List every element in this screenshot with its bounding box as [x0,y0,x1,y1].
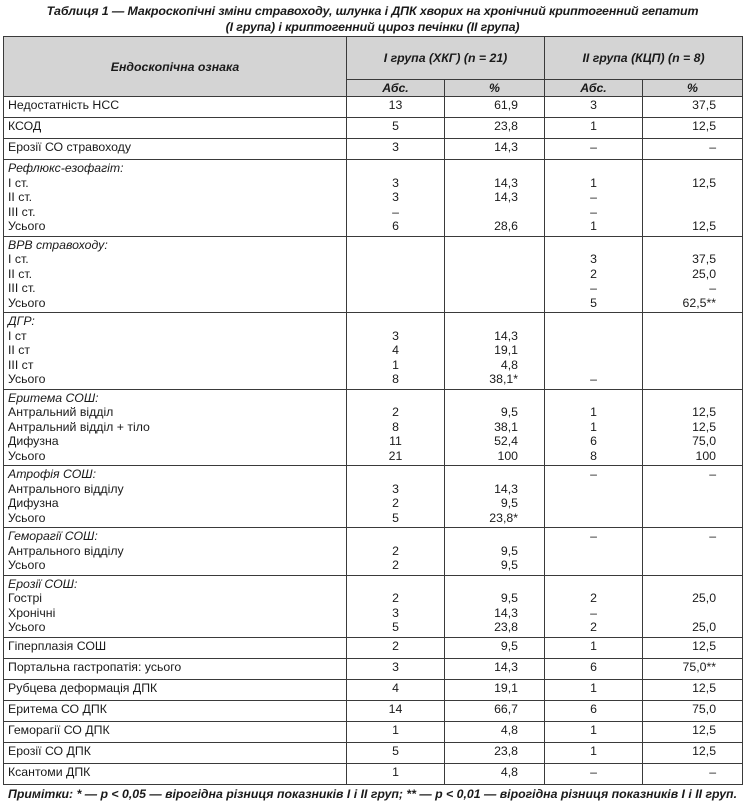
header-group-1: І група (ХКГ) (n = 21) [347,37,545,80]
g1-abs-cell: 3 [347,658,445,679]
group-title-spacer [647,161,716,176]
sub-value: 3 [392,605,399,620]
sub-value: 4,8 [500,357,519,372]
group-title: Атрофія СОШ: [8,467,97,481]
g2-abs-cell: 1 [545,679,643,700]
feature-cell: Портальна гастропатія: усього [4,658,347,679]
g2-abs-cell: 6 [545,700,643,721]
feature-cell: Еритема СО ДПК [4,700,347,721]
g1-pct-cell [445,160,545,237]
g1-pct-cell [445,466,545,528]
sub-value: 1 [590,419,597,434]
feature-cell: КСОД [4,118,347,139]
group-title-spacer [647,238,716,253]
sub-value: 14,3 [494,175,519,190]
sub-value: 19,1 [494,343,519,357]
sub-label: Антрального відділу [8,543,124,558]
g2-pct-cell [643,236,743,313]
group-title-spacer [351,529,440,544]
g1-abs-cell: 14 [347,700,445,721]
header-g2-abs: Абс. [545,80,643,97]
sub-label: Усього [8,558,46,572]
sub-label: Усього [8,448,46,463]
sub-value: 2 [392,405,399,419]
group-title-spacer [449,238,518,253]
feature-cell: Рубцева деформація ДПК [4,679,347,700]
sub-value [449,296,518,311]
g1-pct-cell: 19,1 [445,679,545,700]
sub-value: – [392,204,399,219]
g2-abs-cell: – [545,139,643,160]
sub-value [351,252,440,267]
sub-label: Хронічні [8,605,56,620]
table-caption [0,0,745,36]
sub-value: 3 [392,328,399,343]
feature-cell: Ксантоми ДПК [4,763,347,784]
sub-label: ІІ ст. [8,266,33,281]
g2-pct-cell: – [643,139,743,160]
g1-abs-cell [347,236,445,313]
g2-abs-cell [545,575,643,637]
table-row [4,236,743,313]
sub-label: Усього [8,620,46,634]
sub-label: ІІІ ст. [8,281,36,295]
group-title-spacer [351,314,440,329]
header-feature: Ендоскопічна ознака [4,37,347,97]
sub-value: 9,5 [500,496,519,510]
group-title-value: – [590,529,597,543]
g1-pct-cell: 4,8 [445,721,545,742]
g2-abs-cell: 6 [545,658,643,679]
feature-cell: Гіперплазія СОШ [4,637,347,658]
sub-label: І ст [8,328,27,343]
g2-pct-cell [643,528,743,576]
g2-pct-cell [643,313,743,390]
g2-abs-cell [545,160,643,237]
sub-value [647,190,716,205]
group-title-spacer [449,529,518,544]
sub-value: 2 [590,591,597,605]
table-row [4,118,743,139]
sub-value: 9,5 [500,405,519,419]
sub-value: 4 [392,343,399,357]
g2-abs-cell [545,389,643,466]
sub-value: 12,5 [692,405,717,419]
sub-value: 1 [590,405,597,419]
g1-abs-cell: 1 [347,721,445,742]
g1-pct-cell: 4,8 [445,763,545,784]
group-title: Рефлюкс-езофагіт: [8,161,124,175]
group-title-value: – [709,467,717,481]
g2-abs-cell: 1 [545,742,643,763]
sub-value [549,329,638,344]
g1-abs-cell: 4 [347,679,445,700]
group-title-spacer [449,577,518,592]
g2-pct-cell [643,575,743,637]
sub-value [351,267,440,282]
sub-label: Антрального відділу [8,481,124,496]
feature-cell [4,575,347,637]
g2-abs-cell: 1 [545,721,643,742]
sub-value: 2 [392,543,399,558]
g2-pct-cell: 37,5 [643,97,743,118]
group-title: Еритема СОШ: [8,390,99,405]
g1-pct-cell: 23,8 [445,742,545,763]
g1-pct-cell: 66,7 [445,700,545,721]
g2-pct-cell: 12,5 [643,637,743,658]
sub-value: 5 [590,295,597,310]
sub-value: 1 [590,175,597,190]
sub-value: 37,5 [692,252,717,266]
sub-label: ІІІ ст. [8,204,36,219]
g1-pct-cell [445,236,545,313]
group-title-value: – [709,529,717,543]
sub-label: Дифузна [8,434,59,448]
sub-value [449,252,518,267]
sub-label: І ст. [8,175,29,190]
sub-value: 21 [388,448,403,463]
sub-value [647,343,716,358]
sub-value [549,496,638,511]
sub-label: Гострі [8,591,43,605]
header-group-2: ІІ група (КЦП) (n = 8) [545,37,743,80]
sub-value [549,511,638,526]
group-title: Геморагії СОШ: [8,529,98,543]
g2-abs-cell [545,236,643,313]
g2-pct-cell: 75,0 [643,700,743,721]
feature-cell [4,313,347,390]
group-title: ДГР: [8,314,35,328]
sub-label: Усього [8,219,46,233]
header-g2-pct: % [643,80,743,97]
sub-value: 25,0 [692,266,717,281]
sub-value: 3 [392,175,399,190]
feature-cell [4,160,347,237]
sub-value: 2 [392,496,399,510]
sub-value [351,281,440,296]
sub-value: 62,5** [682,295,717,310]
g1-abs-cell: 2 [347,637,445,658]
feature-cell: Недостатність НСС [4,97,347,118]
sub-value [647,372,716,387]
footnote-text: * — p < 0,05 — вірогідна різниця показників І і ІІ груп; ** — p < 0,01 — вірогідна різниця показників І і ІІ груп. [73,786,737,801]
g1-abs-cell [347,160,445,237]
sub-label: ІІ ст [8,343,31,357]
g2-pct-cell: – [643,763,743,784]
sub-value: 5 [392,510,399,525]
sub-value: 25,0 [692,591,717,605]
g1-abs-cell: 3 [347,139,445,160]
sub-label: Усього [8,510,46,525]
sub-value [549,544,638,559]
sub-value: 6 [590,434,597,448]
header-g1-pct: % [445,80,545,97]
group-title: Ерозії СОШ: [8,576,78,591]
g1-abs-cell: 13 [347,97,445,118]
g2-abs-cell [545,466,643,528]
table-row [4,466,743,528]
sub-value: 14,3 [494,605,519,620]
sub-value [647,358,716,373]
sub-value [549,558,638,573]
sub-label: Антральний відділ [8,405,114,419]
g1-pct-cell: 14,3 [445,139,545,160]
sub-value [549,358,638,373]
sub-value: 3 [392,481,399,496]
g1-abs-cell [347,575,445,637]
sub-value: 5 [392,620,399,634]
group-title: ВРВ стравоходу: [8,237,108,252]
sub-value: 9,5 [500,558,519,572]
table-body [4,97,743,785]
g1-pct-cell [445,575,545,637]
g2-pct-cell [643,389,743,466]
group-title-spacer [647,391,716,406]
group-title-spacer [647,314,716,329]
footnote [0,785,745,801]
group-title-spacer [351,467,440,482]
caption-line-1: Таблиця 1 — Макроскопічні зміни стравоходу, шлунка і ДПК хворих на хронічний криптогенний гепатит [46,4,699,18]
g1-pct-cell [445,528,545,576]
sub-value: 52,4 [494,434,519,448]
table-row [4,313,743,390]
sub-value: 38,1 [494,419,519,434]
sub-value: 23,8* [489,510,519,525]
group-title-spacer [449,467,518,482]
sub-value: 2 [590,266,597,281]
table-row [4,160,743,237]
sub-value: – [590,204,597,219]
sub-value: – [590,281,597,295]
sub-value: 2 [392,558,399,572]
table-row [4,763,743,784]
sub-label: ІІ ст. [8,190,33,204]
feature-cell [4,528,347,576]
g1-pct-cell: 61,9 [445,97,545,118]
g1-abs-cell [347,466,445,528]
g2-abs-cell: 1 [545,118,643,139]
sub-value: 8 [392,372,399,386]
table-row [4,389,743,466]
g1-abs-cell: 5 [347,742,445,763]
g2-pct-cell [643,466,743,528]
sub-value [647,558,716,573]
sub-value: 75,0 [692,434,717,448]
sub-value [647,606,716,621]
sub-value: – [590,372,597,386]
table-row [4,742,743,763]
sub-value: 100 [497,448,519,463]
sub-value: 3 [590,252,597,266]
table-row [4,97,743,118]
g1-pct-cell [445,313,545,390]
feature-cell [4,466,347,528]
sub-value: 25,0 [692,620,717,634]
group-title-spacer [549,238,638,253]
table-row [4,679,743,700]
table-row [4,637,743,658]
sub-label: І ст. [8,252,29,266]
g2-pct-cell: 12,5 [643,118,743,139]
table-row [4,658,743,679]
sub-value: 14,3 [494,328,519,343]
sub-value: 12,5 [692,175,717,190]
group-title-spacer [449,391,518,406]
sub-label: Дифузна [8,496,59,510]
sub-value [647,205,716,220]
group-title-spacer [351,238,440,253]
feature-cell: Геморагії СО ДПК [4,721,347,742]
group-title-spacer [647,577,716,592]
sub-value: 14,3 [494,481,519,496]
g2-abs-cell [545,313,643,390]
sub-value: 2 [590,620,597,634]
sub-value [449,281,518,296]
table-row [4,575,743,637]
sub-value: 1 [590,219,597,233]
sub-value [647,511,716,526]
g1-pct-cell: 23,8 [445,118,545,139]
feature-cell [4,389,347,466]
sub-value: 23,8 [494,620,519,634]
sub-value [647,329,716,344]
g2-abs-cell: 1 [545,637,643,658]
sub-value: 8 [590,448,597,463]
g2-abs-cell: 3 [545,97,643,118]
g1-pct-cell: 14,3 [445,658,545,679]
sub-value [449,267,518,282]
g1-pct-cell: 9,5 [445,637,545,658]
sub-value: 9,5 [500,591,519,605]
g1-abs-cell [347,528,445,576]
g2-abs-cell [545,528,643,576]
sub-value [647,496,716,511]
group-title-value: – [590,467,597,481]
sub-value: – [590,605,597,620]
g2-abs-cell: – [545,763,643,784]
sub-value [549,482,638,497]
g1-pct-cell [445,389,545,466]
sub-value [647,482,716,497]
table-row [4,139,743,160]
sub-value [449,205,518,220]
sub-value [647,544,716,559]
sub-label: Усього [8,372,46,386]
sub-value: 6 [392,219,399,233]
sub-value: 3 [392,190,399,204]
sub-value: 8 [392,419,399,434]
group-title-spacer [549,577,638,592]
feature-cell: Ерозії СО ДПК [4,742,347,763]
g1-abs-cell: 1 [347,763,445,784]
sub-value: 2 [392,591,399,605]
sub-value: 38,1* [489,372,519,386]
g2-pct-cell: 12,5 [643,721,743,742]
group-title-spacer [449,314,518,329]
g1-abs-cell [347,389,445,466]
group-title-spacer [449,161,518,176]
group-title-spacer [351,161,440,176]
feature-cell: Ерозії СО стравоходу [4,139,347,160]
sub-value: 1 [392,357,399,372]
sub-value: – [709,281,717,295]
sub-value: 28,6 [494,219,519,233]
sub-value: 12,5 [692,219,717,233]
group-title-spacer [549,314,638,329]
g1-abs-cell: 5 [347,118,445,139]
sub-value: – [590,190,597,204]
group-title-spacer [351,577,440,592]
sub-label: Усього [8,295,46,310]
sub-label: ІІІ ст [8,357,34,372]
g2-pct-cell: 12,5 [643,742,743,763]
sub-value [549,343,638,358]
g1-abs-cell [347,313,445,390]
table-row [4,528,743,576]
group-title-spacer [351,391,440,406]
sub-value: 14,3 [494,190,519,204]
sub-value: 100 [695,448,717,463]
sub-value [351,296,440,311]
g2-pct-cell [643,160,743,237]
table-row [4,700,743,721]
sub-value: 9,5 [500,543,519,558]
group-title-spacer [549,391,638,406]
sub-value: 12,5 [692,419,717,434]
group-title-spacer [549,161,638,176]
g2-pct-cell: 75,0** [643,658,743,679]
g2-pct-cell: 12,5 [643,679,743,700]
sub-value: 11 [389,434,402,448]
footnote-lead: Примітки: [8,786,74,801]
table-row [4,721,743,742]
header-g1-abs: Абс. [347,80,445,97]
findings-table [3,36,743,785]
feature-cell [4,236,347,313]
caption-line-2: (І група) і криптогенний цироз печінки (ІІ група) [225,20,520,34]
sub-label: Антральний відділ + тіло [8,419,150,434]
